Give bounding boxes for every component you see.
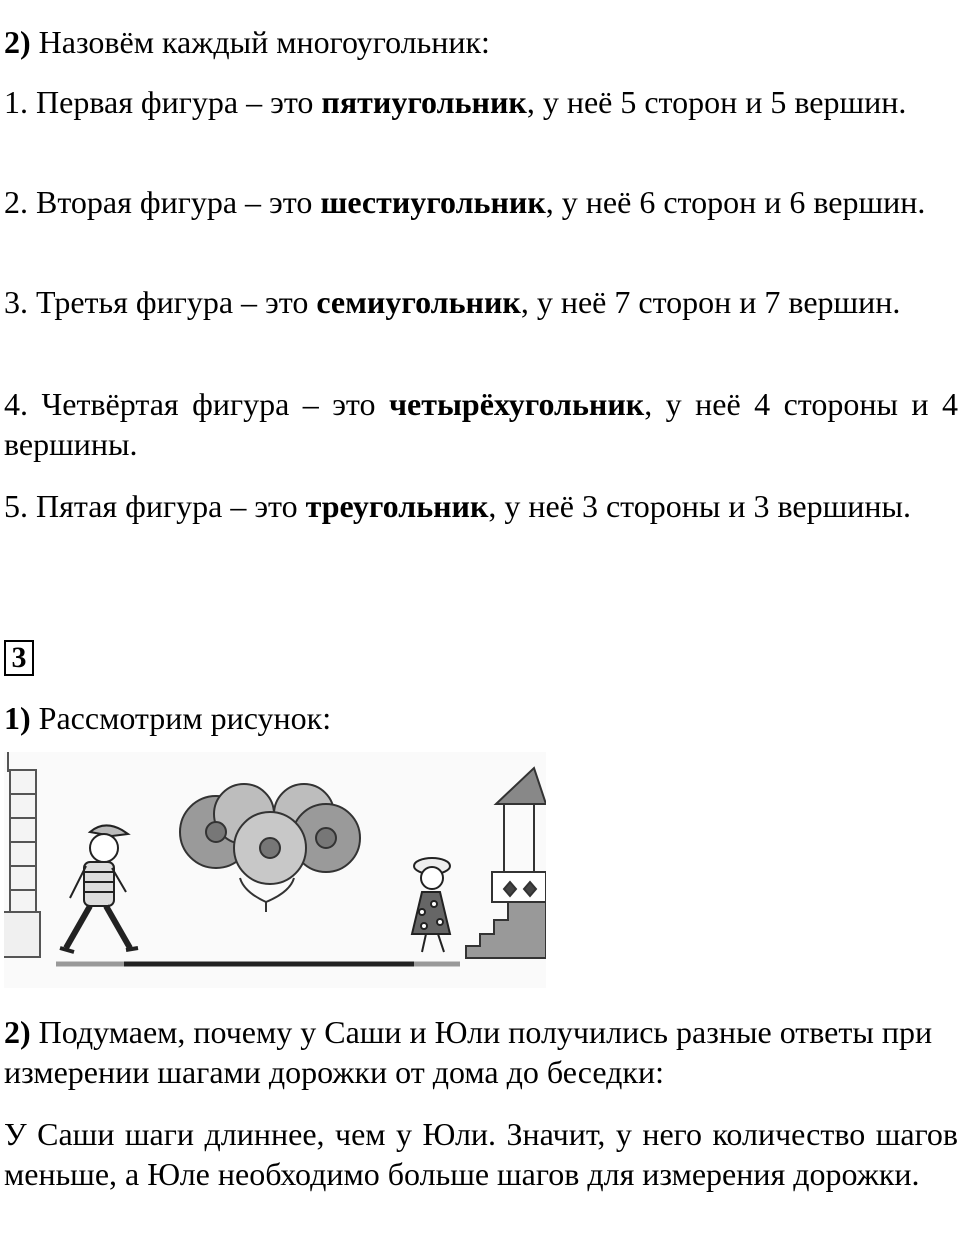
item-5-name: треугольник	[305, 488, 489, 524]
item-2-name: шестиугольник	[320, 184, 546, 220]
item-4-pre: 4. Четвёртая фигура – это	[4, 386, 389, 422]
item-2-post: , у неё 6 сторон и 6 вершин.	[545, 184, 926, 220]
item-3-pre: 3. Третья фигура – это	[4, 284, 317, 320]
item-3-post: , у неё 7 сторон и 7 вершин.	[520, 284, 901, 320]
task3-part1	[4, 698, 958, 738]
item-1-name: пятиугольник	[321, 84, 527, 120]
polygon-item-3	[4, 282, 958, 322]
polygon-item-5	[4, 486, 958, 526]
item-5-pre: 5. Пятая фигура – это	[4, 488, 306, 524]
task3-part2	[4, 1012, 958, 1092]
section2-intro	[4, 22, 958, 62]
polygon-item-2	[4, 182, 958, 222]
item-4-post: , у неё 4 стороны и 4 вершины.	[4, 386, 959, 462]
item-3-name: семиугольник	[316, 284, 521, 320]
polygon-item-4	[4, 384, 958, 464]
item-5-post: , у неё 3 стороны и 3 вершины.	[488, 488, 911, 524]
house-brick-column	[4, 752, 40, 957]
walking-path-illustration	[4, 752, 546, 988]
section2-intro-text: Назовём каждый многоугольник:	[38, 24, 490, 60]
item-4-name: четырёхугольник	[388, 386, 645, 422]
task3-part1-marker: 1)	[4, 700, 31, 736]
task3-part2-marker: 2)	[4, 1014, 31, 1050]
task3-answer: У Саши шаги длиннее, чем у Юли. Значит, у него количество шагов меньше, а Юле необходимо больше шагов для измерения дорожки.	[4, 1116, 958, 1192]
item-1-pre: 1. Первая фигура – это	[4, 84, 322, 120]
item-2-pre: 2. Вторая фигура – это	[4, 184, 321, 220]
section2-marker: 2)	[4, 24, 31, 60]
task3-part2-text: Подумаем, почему у Саши и Юли получились разные ответы при измерении шагами дорожки от дома до беседки:	[4, 1014, 933, 1090]
item-1-post: , у неё 5 сторон и 5 вершин.	[526, 84, 907, 120]
task-number-box: 3	[4, 640, 34, 676]
polygon-item-1	[4, 82, 958, 122]
task3-part1-text: Рассмотрим рисунок:	[38, 700, 332, 736]
